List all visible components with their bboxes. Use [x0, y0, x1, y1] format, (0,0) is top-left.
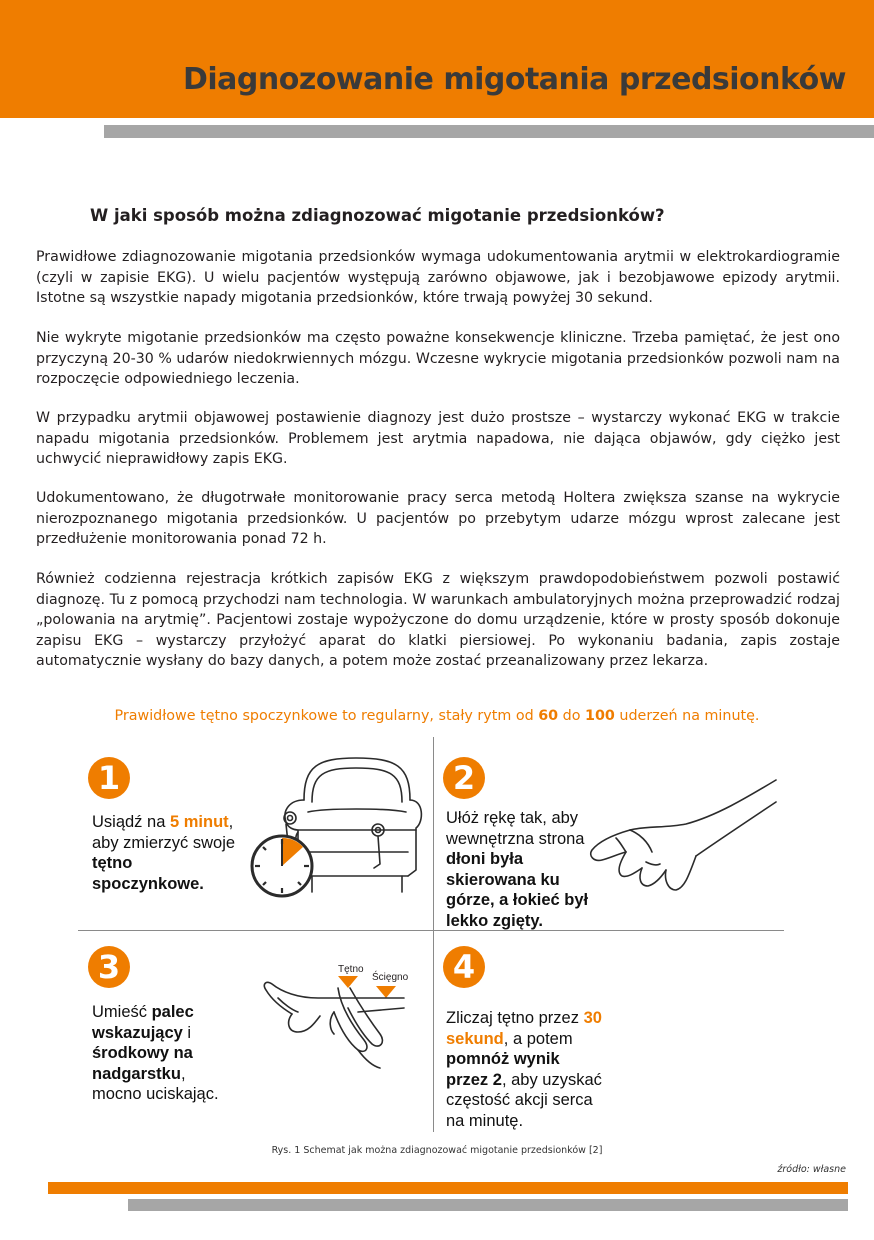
header-bar [0, 0, 874, 118]
step-1-number: 1 [88, 757, 130, 799]
paragraph: Również codzienna rejestracja krótkich zapisów EKG z większym prawdopodobieństwem pozwoli postawić diagnozę. Tu z pomocą przychodzi nam technologia. W warunkach ambulatoryjnych można przeprowadzić rodzaj „polowania na arytmię”. Pacjentowi zostaje wypożyczone do domu urządzenie, które w prosty sposób dokonuje zapisu EKG – wystarczy przyłożyć aparat do klatki piersiowej. Po wykonaniu badania, zapis zostaje automatycznie wysłany do bazy danych, a potem może zostać przeanalizowany przez lekarza. [36, 571, 840, 670]
section-heading: W jaki sposób można zdiagnozować migotanie przedsionków? [90, 206, 665, 225]
footer-orange-bar [48, 1182, 848, 1194]
open-palm-hand-icon [586, 772, 782, 908]
paragraph: Udokumentowano, że długotrwałe monitorowanie pracy serca metodą Holtera zwiększa szanse na wykrycie nierozpoznanego migotania przedsionków. U pacjentów po przebytym udarze mózgu wprost zalecane jest przedłużenie monitorowania ponad 72 h. [36, 490, 840, 548]
resting-text: uderzeń na minutę. [614, 708, 760, 724]
page-title: Diagnozowanie migotania przedsionków [182, 62, 846, 97]
armchair-with-clock-icon [246, 752, 424, 902]
resting-text: Prawidłowe tętno spoczynkowe to regularny, stały rytm od [114, 708, 539, 724]
step-highlight: 5 minut [169, 813, 229, 831]
header-divider [104, 125, 874, 138]
step-4-text [446, 1008, 626, 1131]
steps-horizontal-divider [78, 930, 784, 931]
figure-source: źródło: własne [777, 1164, 846, 1175]
step-2-number: 2 [443, 757, 485, 799]
step-highlight: 30 sekund [446, 1009, 602, 1048]
resting-text: do [558, 708, 586, 724]
resting-max: 100 [585, 708, 615, 724]
paragraph: W przypadku arytmii objawowej postawienie diagnozy jest dużo prostsze – wystarczy wykonać EKG w trakcie napadu migotania przedsionków. Problemem jest arytmia napadowa, nie dająca objawów, gdy ciężko jest uchwycić nieprawidłowy zapis EKG. [36, 410, 840, 468]
step-text-part: , aby zmierzyć swoje [92, 813, 236, 852]
steps-vertical-divider [433, 737, 434, 1132]
resting-min: 60 [538, 708, 559, 724]
tendon-label: Ścięgno [372, 972, 409, 983]
footer-grey-bar [128, 1199, 848, 1211]
step-bold: dłoni była skierowana ku górze, a łokieć był lekko zgięty. [446, 850, 589, 930]
paragraph: Nie wykryte migotanie przedsionków ma często poważne konsekwencje kliniczne. Trzeba pamiętać, że jest ono przyczyną 20-30 % udarów niedokrwiennych mózgu. Wczesne wykrycie migotania przedsionków pozwoli nam na rozpoczęcie odpowiedniego leczenia. [36, 330, 840, 388]
step-1-text [92, 812, 262, 894]
step-bold: środkowy na nadgarstku [92, 1044, 193, 1083]
pulse-marker [338, 976, 358, 988]
step-text-part: Umieść [92, 1003, 152, 1021]
step-text-part: , a potem [503, 1029, 573, 1048]
step-3-number: 3 [88, 946, 130, 988]
step-text-part: i [187, 1023, 192, 1042]
step-text-part: , aby uzyskać częstość akcji serca na minutę. [446, 1070, 602, 1130]
pulse-label: Tętno [338, 964, 364, 975]
figure-caption: Rys. 1 Schemat jak można zdiagnozować migotanie przedsionków [2] [271, 1145, 603, 1156]
step-bold: palec wskazujący [92, 1003, 194, 1042]
step-bold: tętno spoczynkowe. [92, 854, 204, 893]
fingers-on-wrist-icon [258, 958, 430, 1076]
step-text-part: Zliczaj tętno przez [446, 1009, 584, 1027]
step-text-part: , mocno uciskając. [92, 1064, 219, 1103]
step-bold: pomnóż wynik przez 2 [446, 1050, 560, 1089]
resting-heart-rate-note [0, 708, 874, 724]
tendon-marker [376, 986, 396, 998]
step-3-text [92, 1002, 262, 1105]
step-4-number: 4 [443, 946, 485, 988]
step-text-part: Usiądź na [92, 813, 170, 831]
paragraph: Prawidłowe zdiagnozowanie migotania przedsionków wymaga udokumentowania arytmii w elektrokardiogramie (czyli w zapisie EKG). U wielu pacjentów występują zarówno objawowe, jak i bezobjawowe epizody arytmii. Istotne są wszystkie napady migotania przedsionków, które trwają powyżej 30 sekund. [36, 249, 840, 307]
step-text-part: Ułóż rękę tak, aby wewnętrzna strona [446, 809, 585, 848]
